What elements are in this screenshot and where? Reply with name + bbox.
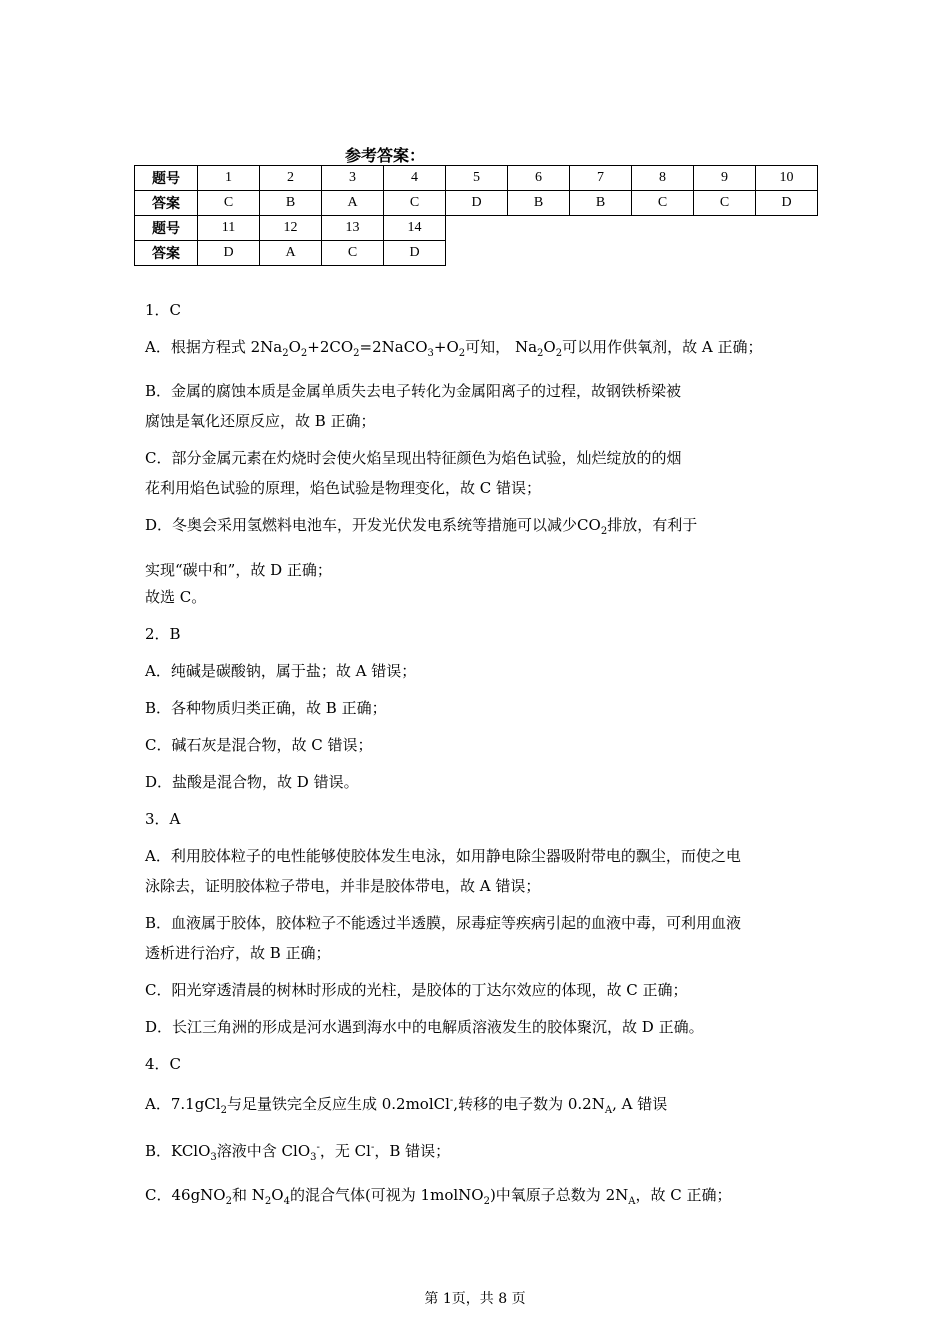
page-footer: 第 1页，共 8 页 (424, 1291, 526, 1307)
question-number: 13 (322, 216, 384, 241)
question-number: 4 (384, 166, 446, 191)
answer-key-table (134, 165, 818, 266)
question-number: 9 (694, 166, 756, 191)
answer-cell: B (260, 191, 322, 216)
question-number: 5 (446, 166, 508, 191)
question-number: 10 (756, 166, 818, 191)
row-label-answer: 答案 (135, 241, 198, 266)
q3-option-a: A．利用胶体粒子的电性能够使胶体发生电泳，如用静电除尘器吸附带电的飘尘，而使之电 泳除去，证明胶体粒子带电，并非是胶体带电，故 A 错误； (145, 847, 741, 895)
q1-option-c: C．部分金属元素在灼烧时会使火焰呈现出特征颜色为焰色试验，灿烂绽放的的烟 花利用焰色试验的原理，焰色试验是物理变化，故 C 错误； (145, 449, 682, 497)
question-number: 1 (198, 166, 260, 191)
q3-option-b: B．血液属于胶体，胶体粒子不能透过半透膜，尿毒症等疾病引起的血液中毒，可利用血液 透析进行治疗，故 B 正确； (145, 914, 742, 962)
question-number: 14 (384, 216, 446, 241)
q4-heading: 4．C (145, 1055, 182, 1073)
answer-cell: A (260, 241, 322, 266)
table-row (135, 241, 818, 266)
answer-cell: C (384, 191, 446, 216)
q4-option-b: B．KClO$_3$溶液中含 ClO$_3$-，无 Cl-，B 错误； (145, 1142, 451, 1163)
empty-cell (446, 216, 818, 241)
empty-cell (446, 241, 818, 266)
explanations (145, 299, 815, 1228)
table-row (135, 191, 818, 216)
answer-cell: D (446, 191, 508, 216)
answer-cell: D (198, 241, 260, 266)
question-number: 3 (322, 166, 384, 191)
answer-cell: C (322, 241, 384, 266)
answer-cell: A (322, 191, 384, 216)
q2-heading: 2．B (145, 625, 181, 643)
question-number: 6 (508, 166, 570, 191)
q2-option-d: D．盐酸是混合物，故 D 错误。 (145, 773, 359, 791)
question-number: 12 (260, 216, 322, 241)
answer-cell: C (198, 191, 260, 216)
answer-cell: B (508, 191, 570, 216)
question-number: 7 (570, 166, 632, 191)
answer-cell: C (632, 191, 694, 216)
q1-option-b: B．金属的腐蚀本质是金属单质失去电子转化为金属阳离子的过程，故钢铁桥梁被 腐蚀是氧化还原反应，故 B 正确； (145, 382, 682, 430)
answer-cell: B (570, 191, 632, 216)
q1-option-d-line1: D．冬奥会采用氢燃料电池车，开发光伏发电系统等措施可以减少$CO_2$排放，有利于 (145, 516, 698, 537)
row-label-number: 题号 (135, 166, 198, 191)
answer-cell: D (384, 241, 446, 266)
table-row (135, 166, 818, 191)
q4-option-c: C．46gNO$_2$和 $N_2O_4$的混合气体(可视为 1molNO$_2$)中氧原子总数为 $2N_A$，故 C 正确； (145, 1186, 732, 1207)
answer-key-title: 参考答案： (345, 146, 426, 165)
answer-cell: C (694, 191, 756, 216)
row-label-answer: 答案 (135, 191, 198, 216)
q2-option-a: A．纯碱是碳酸钠，属于盐；故 A 错误； (145, 662, 417, 680)
q3-option-c: C．阳光穿透清晨的树林时形成的光柱，是胶体的丁达尔效应的体现，故 C 正确； (145, 981, 688, 999)
answer-cell: D (756, 191, 818, 216)
q2-option-c: C．碱石灰是混合物，故 C 错误； (145, 736, 373, 754)
question-number: 2 (260, 166, 322, 191)
q4-option-a: A．7.1gCl$_2$与足量铁完全反应生成 0.2molCl-,转移的电子数为 $0.2N_A$, A 错误 (145, 1095, 668, 1116)
q1-option-d-line2: 实现“碳中和”，故 D 正确； (145, 561, 332, 579)
q1-option-a: A．根据方程式 $2Na_2O_2+2CO_2=2NaCO_3+O_2$可知， $Na_2O_2$可以用作供氧剂，故 A 正确； (145, 338, 763, 359)
table-row (135, 216, 818, 241)
q1-conclusion: 故选 C。 (145, 588, 207, 606)
q3-option-d: D．长江三角洲的形成是河水遇到海水中的电解质溶液发生的胶体聚沉，故 D 正确。 (145, 1018, 704, 1036)
question-number: 11 (198, 216, 260, 241)
q2-option-b: B．各种物质归类正确，故 B 正确； (145, 699, 387, 717)
row-label-number: 题号 (135, 216, 198, 241)
q3-heading: 3．A (145, 810, 181, 828)
q1-heading: 1．C (145, 301, 182, 319)
question-number: 8 (632, 166, 694, 191)
